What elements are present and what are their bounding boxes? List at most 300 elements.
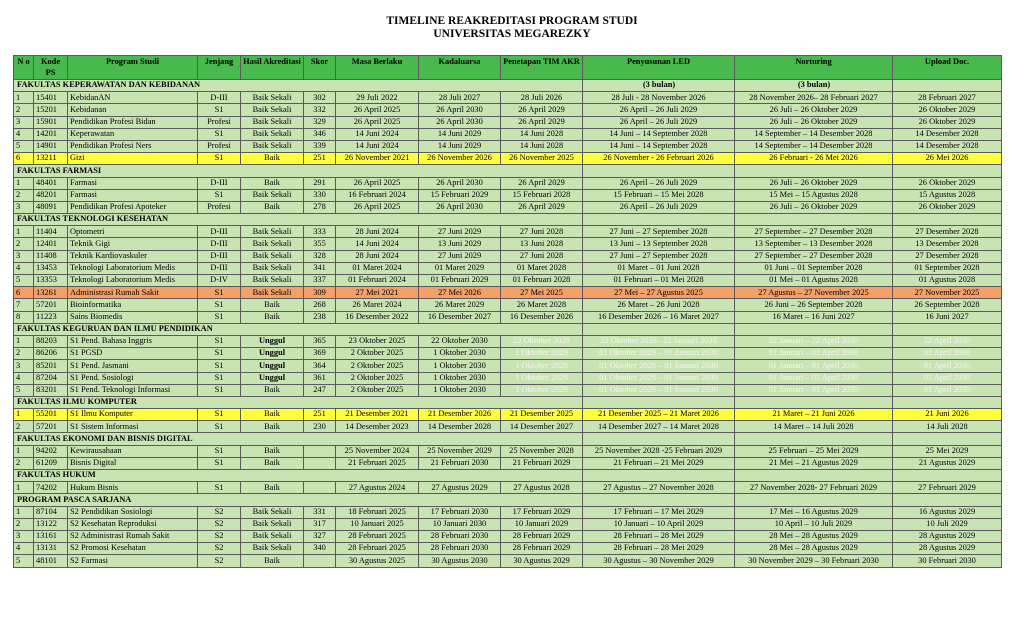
cell-penetapan: 30 Agustus 2029 xyxy=(501,555,583,567)
cell-jenjang: S1 xyxy=(198,128,241,140)
table-row xyxy=(14,421,1002,433)
cell-no: 2 xyxy=(14,189,34,201)
cell-led: 22 Oktober 2029– 22 Januari 2030 xyxy=(583,335,735,347)
cell-hasil: Baik xyxy=(241,421,304,433)
cell-hasil: Baik Sekali xyxy=(241,128,304,140)
cell-penetapan: 22 Oktober 2029 xyxy=(501,335,583,347)
cell-jenjang: D-III xyxy=(198,250,241,262)
cell-jenjang: S1 xyxy=(198,287,241,299)
cell-kode: 13211 xyxy=(34,153,68,165)
cell-kadaluarsa: 30 Agustus 2030 xyxy=(419,555,501,567)
cell-kadaluarsa: 14 Juni 2029 xyxy=(419,128,501,140)
cell-upload: 27 November 2025 xyxy=(893,287,1002,299)
cell-kadaluarsa: 27 Juni 2029 xyxy=(419,226,501,238)
cell-skor: 317 xyxy=(304,518,336,530)
cell-kadaluarsa: 15 Februari 2029 xyxy=(419,189,501,201)
cell-prodi: S1 Ilmu Komputer xyxy=(68,409,198,421)
cell-led: 21 Desember 2025 – 21 Maret 2026 xyxy=(583,409,735,421)
cell-hasil: Baik Sekali xyxy=(241,250,304,262)
section-led-note xyxy=(583,323,735,335)
table-body xyxy=(14,80,1002,568)
section-led-note xyxy=(583,433,735,445)
cell-kadaluarsa: 01 Maret 2029 xyxy=(419,262,501,274)
cell-prodi: S2 Kesehatan Reproduksi xyxy=(68,518,198,530)
cell-kode: 12401 xyxy=(34,238,68,250)
cell-kode: 88203 xyxy=(34,335,68,347)
cell-masa: 26 April 2025 xyxy=(336,177,419,189)
cell-penetapan: 1 Oktober 2029 xyxy=(501,372,583,384)
cell-kode: 57201 xyxy=(34,299,68,311)
section-nurturing-note: (3 bulan) xyxy=(735,80,893,92)
cell-kadaluarsa: 1 Oktober 2030 xyxy=(419,348,501,360)
cell-kode: 13453 xyxy=(34,262,68,274)
cell-kode: 48201 xyxy=(34,189,68,201)
cell-no: 1 xyxy=(14,409,34,421)
cell-masa: 21 Desember 2021 xyxy=(336,409,419,421)
cell-led: 16 Desember 2026 – 16 Maret 2027 xyxy=(583,311,735,323)
cell-upload: 28 Agustus 2029 xyxy=(893,543,1002,555)
cell-prodi: KebidanAN xyxy=(68,92,198,104)
cell-skor: 365 xyxy=(304,335,336,347)
cell-led: 14 Juni – 14 September 2028 xyxy=(583,140,735,152)
cell-prodi: Teknik Gigi xyxy=(68,238,198,250)
header-prodi: Program Studi xyxy=(68,56,198,80)
cell-kode: 14901 xyxy=(34,140,68,152)
cell-jenjang: S2 xyxy=(198,530,241,542)
cell-kadaluarsa: 26 April 2030 xyxy=(419,104,501,116)
cell-no: 3 xyxy=(14,116,34,128)
cell-penetapan: 26 Maret 2028 xyxy=(501,299,583,311)
cell-penetapan: 27 Agustus 2028 xyxy=(501,482,583,494)
cell-no: 6 xyxy=(14,153,34,165)
cell-masa: 21 Februari 2025 xyxy=(336,457,419,469)
cell-hasil: Baik xyxy=(241,384,304,396)
cell-penetapan: 01 Maret 2028 xyxy=(501,262,583,274)
table-row xyxy=(14,116,1002,128)
cell-skor xyxy=(304,555,336,567)
table-row xyxy=(14,445,1002,457)
cell-penetapan: 25 November 2028 xyxy=(501,445,583,457)
cell-no: 4 xyxy=(14,543,34,555)
cell-nurturing: 14 Maret – 14 Juli 2028 xyxy=(735,421,893,433)
cell-prodi: Keperawatan xyxy=(68,128,198,140)
cell-kode: 86206 xyxy=(34,348,68,360)
table-row xyxy=(14,299,1002,311)
cell-masa: 23 Oktober 2025 xyxy=(336,335,419,347)
cell-nurturing: 25 Februari – 25 Mei 2029 xyxy=(735,445,893,457)
cell-kode: 74202 xyxy=(34,482,68,494)
section-nurturing-note xyxy=(735,396,893,408)
section-title: FAKULTAS TEKNOLOGI KESEHATAN xyxy=(14,214,583,226)
cell-nurturing: 14 September – 14 Desember 2028 xyxy=(735,140,893,152)
cell-nurturing: 13 September – 13 Desember 2028 xyxy=(735,238,893,250)
cell-kode: 87204 xyxy=(34,372,68,384)
cell-nurturing: 30 November 2029 – 30 Februari 2030 xyxy=(735,555,893,567)
header-kadaluarsa: Kadaluarsa xyxy=(419,56,501,80)
cell-jenjang: S1 xyxy=(198,445,241,457)
cell-no: 3 xyxy=(14,530,34,542)
cell-no: 7 xyxy=(14,299,34,311)
cell-hasil: Baik Sekali xyxy=(241,287,304,299)
cell-upload: 26 September 2028 xyxy=(893,299,1002,311)
cell-skor: 302 xyxy=(304,92,336,104)
section-led-note xyxy=(583,396,735,408)
cell-no: 1 xyxy=(14,226,34,238)
cell-kadaluarsa: 1 Oktober 2030 xyxy=(419,384,501,396)
cell-masa: 14 Juni 2024 xyxy=(336,238,419,250)
cell-no: 3 xyxy=(14,201,34,213)
cell-jenjang: S2 xyxy=(198,543,241,555)
cell-jenjang: S1 xyxy=(198,311,241,323)
cell-jenjang: S1 xyxy=(198,360,241,372)
cell-kadaluarsa: 10 Januari 2030 xyxy=(419,518,501,530)
cell-nurturing: 21 Maret – 21 Juni 2026 xyxy=(735,409,893,421)
table-row xyxy=(14,287,1002,299)
cell-skor: 361 xyxy=(304,372,336,384)
cell-nurturing: 27 September – 27 Desember 2028 xyxy=(735,250,893,262)
cell-skor xyxy=(304,457,336,469)
cell-hasil: Baik xyxy=(241,311,304,323)
cell-hasil: Baik Sekali xyxy=(241,104,304,116)
cell-nurturing: 27 September – 27 Desember 2028 xyxy=(735,226,893,238)
cell-led: 14 Juni – 14 September 2028 xyxy=(583,128,735,140)
cell-prodi: S1 Sistem Informasi xyxy=(68,421,198,433)
cell-masa: 01 Maret 2024 xyxy=(336,262,419,274)
section-nurturing-note xyxy=(735,433,893,445)
header-no: N o xyxy=(14,56,34,80)
cell-led: 26 Maret – 26 Juni 2028 xyxy=(583,299,735,311)
table-row xyxy=(14,92,1002,104)
cell-skor: 291 xyxy=(304,177,336,189)
cell-prodi: S2 Administrasi Rumah Sakit xyxy=(68,530,198,542)
cell-nurturing: 26 Juli – 26 Oktober 2029 xyxy=(735,104,893,116)
cell-no: 2 xyxy=(14,348,34,360)
cell-kadaluarsa: 26 November 2026 xyxy=(419,153,501,165)
cell-hasil: Unggul xyxy=(241,360,304,372)
cell-kode: 11408 xyxy=(34,250,68,262)
section-title: FAKULTAS ILMU KOMPUTER xyxy=(14,396,583,408)
cell-hasil: Baik Sekali xyxy=(241,262,304,274)
cell-masa: 16 Februari 2024 xyxy=(336,189,419,201)
cell-jenjang: S1 xyxy=(198,335,241,347)
cell-kode: 13161 xyxy=(34,530,68,542)
cell-upload: 13 Desember 2028 xyxy=(893,238,1002,250)
cell-kode: 15401 xyxy=(34,92,68,104)
cell-nurturing: 26 Juli – 26 Oktober 2029 xyxy=(735,116,893,128)
cell-penetapan: 17 Februari 2029 xyxy=(501,506,583,518)
cell-led: 01 Oktober 2029 – 01 Januari 2030 xyxy=(583,384,735,396)
cell-prodi: S2 Pendidikan Sosiologi xyxy=(68,506,198,518)
cell-penetapan: 28 Februari 2029 xyxy=(501,530,583,542)
cell-no: 4 xyxy=(14,372,34,384)
cell-no: 3 xyxy=(14,250,34,262)
cell-jenjang: D-III xyxy=(198,262,241,274)
cell-led: 28 Juli - 28 November 2026 xyxy=(583,92,735,104)
cell-nurturing: 01 Juni – 01 September 2028 xyxy=(735,262,893,274)
cell-hasil: Baik Sekali xyxy=(241,226,304,238)
cell-no: 2 xyxy=(14,238,34,250)
section-header xyxy=(14,470,1002,482)
table-row xyxy=(14,518,1002,530)
cell-upload: 01 April 2030 xyxy=(893,372,1002,384)
cell-led: 01 Oktober 2029 – 01 Januari 2030 xyxy=(583,348,735,360)
cell-hasil: Unggul xyxy=(241,335,304,347)
cell-prodi: Pendidikan Profesi Ners xyxy=(68,140,198,152)
cell-prodi: Bisnis Digital xyxy=(68,457,198,469)
cell-nurturing: 14 September – 14 Desember 2028 xyxy=(735,128,893,140)
cell-kode: 48101 xyxy=(34,555,68,567)
cell-skor: 333 xyxy=(304,226,336,238)
cell-masa: 2 Oktober 2025 xyxy=(336,372,419,384)
cell-jenjang: S2 xyxy=(198,555,241,567)
cell-nurturing: 21 Mei – 21 Agustus 2029 xyxy=(735,457,893,469)
cell-upload: 10 Juli 2029 xyxy=(893,518,1002,530)
cell-upload: 26 Oktober 2029 xyxy=(893,104,1002,116)
cell-no: 1 xyxy=(14,92,34,104)
header-masa: Masa Berlaku xyxy=(336,56,419,80)
cell-nurturing: 22 Januari – 22 April 2030 xyxy=(735,335,893,347)
cell-kadaluarsa: 17 Februari 2030 xyxy=(419,506,501,518)
section-title: FAKULTAS HUKUM xyxy=(14,470,583,482)
header-upload: Upload Doc. xyxy=(893,56,1002,80)
cell-kadaluarsa: 27 Mei 2026 xyxy=(419,287,501,299)
cell-no: 5 xyxy=(14,140,34,152)
cell-jenjang: S1 xyxy=(198,104,241,116)
cell-led: 25 November 2028 -25 Februari 2029 xyxy=(583,445,735,457)
section-title: FAKULTAS FARMASI xyxy=(14,165,583,177)
cell-masa: 30 Agustus 2025 xyxy=(336,555,419,567)
cell-hasil: Baik xyxy=(241,201,304,213)
cell-penetapan: 1 Oktober 2029 xyxy=(501,384,583,396)
cell-penetapan: 1 Oktober 2029 xyxy=(501,348,583,360)
header-skor: Skor xyxy=(304,56,336,80)
section-nurturing-note xyxy=(735,165,893,177)
section-upload-blank xyxy=(893,214,1002,226)
cell-led: 26 April – 26 Juli 2029 xyxy=(583,116,735,128)
cell-no: 3 xyxy=(14,360,34,372)
cell-no: 8 xyxy=(14,311,34,323)
cell-nurturing: 26 Februari - 26 Mei 2026 xyxy=(735,153,893,165)
cell-no: 5 xyxy=(14,275,34,287)
cell-penetapan: 26 April 2029 xyxy=(501,177,583,189)
cell-nurturing: 28 Mei – 28 Agustus 2029 xyxy=(735,543,893,555)
cell-hasil: Baik Sekali xyxy=(241,530,304,542)
header-jenjang: Jenjang xyxy=(198,56,241,80)
cell-nurturing: 01 Januari – 01 April 2030 xyxy=(735,372,893,384)
cell-upload: 01 April 2030 xyxy=(893,348,1002,360)
cell-skor: 369 xyxy=(304,348,336,360)
cell-led: 10 Januari – 10 April 2029 xyxy=(583,518,735,530)
cell-hasil: Baik xyxy=(241,153,304,165)
header-hasil: Hasil Akreditasi xyxy=(241,56,304,80)
cell-kadaluarsa: 22 Oktober 2030 xyxy=(419,335,501,347)
cell-prodi: Bioinformatika xyxy=(68,299,198,311)
cell-skor xyxy=(304,445,336,457)
cell-prodi: Teknologi Laboratorium Medis xyxy=(68,275,198,287)
cell-penetapan: 27 Mei 2025 xyxy=(501,287,583,299)
cell-nurturing: 26 Juni – 26 September 2028 xyxy=(735,299,893,311)
cell-led: 26 April – 26 Juli 2029 xyxy=(583,201,735,213)
cell-kode: 11223 xyxy=(34,311,68,323)
cell-jenjang: S1 xyxy=(198,409,241,421)
cell-prodi: Teknik Kardiovaskuler xyxy=(68,250,198,262)
cell-led: 17 Februari – 17 Mei 2029 xyxy=(583,506,735,518)
cell-masa: 01 Februari 2024 xyxy=(336,275,419,287)
cell-nurturing: 17 Mei – 16 Agustus 2029 xyxy=(735,506,893,518)
cell-masa: 25 November 2024 xyxy=(336,445,419,457)
cell-penetapan: 26 April 2029 xyxy=(501,104,583,116)
header-kode: Kode PS xyxy=(34,56,68,80)
cell-masa: 27 Agustus 2024 xyxy=(336,482,419,494)
table-header-row xyxy=(14,56,1002,80)
cell-upload: 26 Oktober 2029 xyxy=(893,201,1002,213)
cell-skor xyxy=(304,482,336,494)
document-title-line2: UNIVERSITAS MEGAREZKY xyxy=(433,28,591,40)
cell-no: 1 xyxy=(14,335,34,347)
cell-skor: 247 xyxy=(304,384,336,396)
cell-kode: 13261 xyxy=(34,287,68,299)
table-row xyxy=(14,275,1002,287)
section-led-note: (3 bulan) xyxy=(583,80,735,92)
cell-kadaluarsa: 21 Februari 2030 xyxy=(419,457,501,469)
cell-upload: 28 Agustus 2029 xyxy=(893,530,1002,542)
section-upload-blank xyxy=(893,165,1002,177)
cell-hasil: Baik Sekali xyxy=(241,238,304,250)
cell-upload: 26 Oktober 2029 xyxy=(893,116,1002,128)
cell-kadaluarsa: 01 Februari 2029 xyxy=(419,275,501,287)
cell-no: 5 xyxy=(14,555,34,567)
cell-kadaluarsa: 1 Oktober 2030 xyxy=(419,372,501,384)
cell-kadaluarsa: 25 November 2029 xyxy=(419,445,501,457)
table-row xyxy=(14,543,1002,555)
cell-prodi: Optometri xyxy=(68,226,198,238)
cell-jenjang: S1 xyxy=(198,482,241,494)
cell-upload: 25 Mei 2029 xyxy=(893,445,1002,457)
cell-masa: 14 Juni 2024 xyxy=(336,128,419,140)
cell-kadaluarsa: 14 Desember 2028 xyxy=(419,421,501,433)
cell-kode: 13131 xyxy=(34,543,68,555)
cell-led: 14 Desember 2027 – 14 Maret 2028 xyxy=(583,421,735,433)
cell-upload: 14 Juli 2028 xyxy=(893,421,1002,433)
cell-led: 27 Juni – 27 September 2028 xyxy=(583,226,735,238)
cell-skor: 268 xyxy=(304,299,336,311)
cell-prodi: Hukum Bisnis xyxy=(68,482,198,494)
cell-hasil: Baik xyxy=(241,445,304,457)
table-row xyxy=(14,262,1002,274)
cell-no: 1 xyxy=(14,177,34,189)
cell-masa: 2 Oktober 2025 xyxy=(336,384,419,396)
cell-kadaluarsa: 26 April 2030 xyxy=(419,177,501,189)
cell-skor: 364 xyxy=(304,360,336,372)
table-row xyxy=(14,238,1002,250)
table-row xyxy=(14,530,1002,542)
cell-kadaluarsa: 28 Februari 2030 xyxy=(419,543,501,555)
cell-hasil: Baik Sekali xyxy=(241,140,304,152)
cell-prodi: S1 PGSD xyxy=(68,348,198,360)
cell-prodi: Administrasi Rumah Sakit xyxy=(68,287,198,299)
cell-penetapan: 15 Februari 2028 xyxy=(501,189,583,201)
cell-no: 4 xyxy=(14,128,34,140)
cell-upload: 01 April 2030 xyxy=(893,384,1002,396)
cell-kadaluarsa: 16 Desember 2027 xyxy=(419,311,501,323)
cell-upload: 01 Agustus 2028 xyxy=(893,275,1002,287)
table-row xyxy=(14,372,1002,384)
cell-penetapan: 26 April 2029 xyxy=(501,116,583,128)
cell-masa: 29 Juli 2022 xyxy=(336,92,419,104)
cell-jenjang: S1 xyxy=(198,348,241,360)
cell-kadaluarsa: 28 Februari 2030 xyxy=(419,530,501,542)
cell-kode: 13122 xyxy=(34,518,68,530)
table-row xyxy=(14,128,1002,140)
cell-hasil: Unggul xyxy=(241,372,304,384)
section-title: FAKULTAS KEPERAWATAN DAN KEBIDANAN xyxy=(14,80,583,92)
section-led-note xyxy=(583,494,735,506)
cell-no: 2 xyxy=(14,421,34,433)
cell-jenjang: D-III xyxy=(198,238,241,250)
cell-led: 01 Februari – 01 Mei 2028 xyxy=(583,275,735,287)
header-penetapan: Penetapan TIM AKR xyxy=(501,56,583,80)
cell-led: 28 Februari – 28 Mei 2029 xyxy=(583,543,735,555)
section-upload-blank xyxy=(893,323,1002,335)
cell-kode: 48091 xyxy=(34,201,68,213)
cell-no: 1 xyxy=(14,445,34,457)
cell-jenjang: S1 xyxy=(198,153,241,165)
cell-no: 5 xyxy=(14,384,34,396)
cell-masa: 26 Maret 2024 xyxy=(336,299,419,311)
table-row xyxy=(14,482,1002,494)
cell-masa: 28 Juni 2024 xyxy=(336,250,419,262)
cell-prodi: S2 Farmasi xyxy=(68,555,198,567)
timeline-table xyxy=(13,55,1002,568)
cell-skor: 337 xyxy=(304,275,336,287)
cell-upload: 27 Desember 2028 xyxy=(893,250,1002,262)
cell-led: 13 Juni – 13 September 2028 xyxy=(583,238,735,250)
cell-masa: 10 Januari 2025 xyxy=(336,518,419,530)
cell-prodi: Kewirausahaan xyxy=(68,445,198,457)
cell-skor: 341 xyxy=(304,262,336,274)
section-header xyxy=(14,214,1002,226)
cell-skor: 278 xyxy=(304,201,336,213)
cell-led: 26 November - 26 Februari 2026 xyxy=(583,153,735,165)
document-title-line1: TIMELINE REAKREDITASI PROGRAM STUDI xyxy=(386,15,638,27)
cell-jenjang: Profesi xyxy=(198,116,241,128)
section-led-note xyxy=(583,165,735,177)
cell-no: 1 xyxy=(14,482,34,494)
cell-kode: 57201 xyxy=(34,421,68,433)
cell-masa: 14 Desember 2023 xyxy=(336,421,419,433)
cell-kode: 15201 xyxy=(34,104,68,116)
cell-jenjang: S1 xyxy=(198,457,241,469)
cell-jenjang: S1 xyxy=(198,299,241,311)
cell-jenjang: D-III xyxy=(198,226,241,238)
cell-led: 30 Agustus – 30 November 2029 xyxy=(583,555,735,567)
cell-nurturing: 10 April – 10 Juli 2029 xyxy=(735,518,893,530)
section-upload-blank xyxy=(893,80,1002,92)
cell-upload: 21 Agustus 2029 xyxy=(893,457,1002,469)
cell-nurturing: 27 Agustus – 27 November 2025 xyxy=(735,287,893,299)
table-row xyxy=(14,457,1002,469)
cell-skor: 331 xyxy=(304,506,336,518)
cell-jenjang: S2 xyxy=(198,518,241,530)
section-upload-blank xyxy=(893,396,1002,408)
cell-kadaluarsa: 26 April 2030 xyxy=(419,116,501,128)
cell-led: 27 Agustus – 27 November 2028 xyxy=(583,482,735,494)
cell-led: 01 Oktober 2029 – 01 Januari 2030 xyxy=(583,360,735,372)
section-nurturing-note xyxy=(735,470,893,482)
cell-kadaluarsa: 26 April 2030 xyxy=(419,201,501,213)
cell-kadaluarsa: 26 Maret 2029 xyxy=(419,299,501,311)
cell-penetapan: 27 Juni 2028 xyxy=(501,226,583,238)
